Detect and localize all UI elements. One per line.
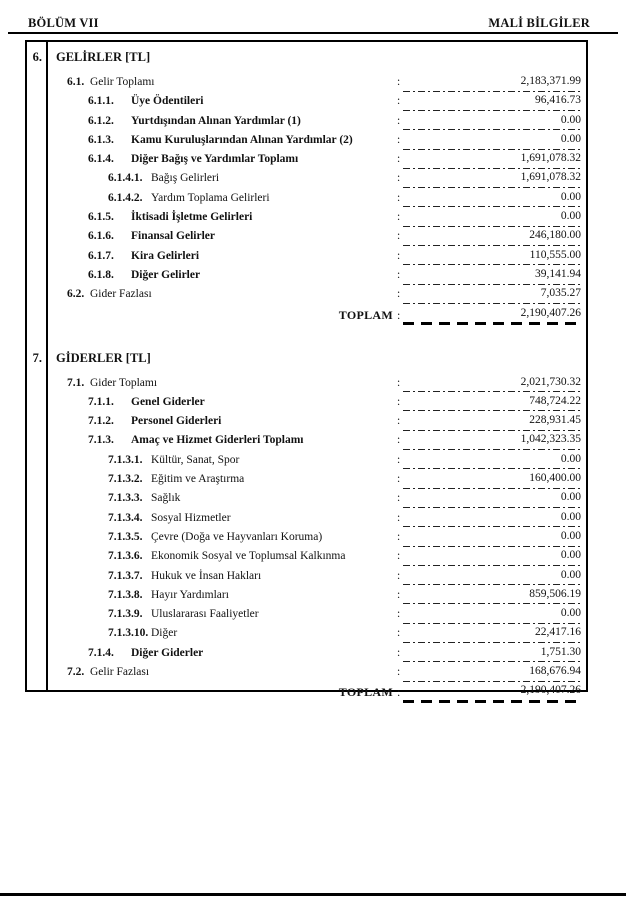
row-label: Genel Giderler <box>131 395 205 408</box>
row-label: Diğer <box>151 627 178 640</box>
row-value: 0.00 <box>403 191 581 208</box>
row-colon: : <box>397 569 401 582</box>
row-label: Sağlık <box>151 492 181 505</box>
row-number: 7.1.3. <box>88 434 114 447</box>
row-number: 7.1.3.8. <box>108 588 143 601</box>
header-rule <box>8 32 618 34</box>
table-row <box>27 664 586 683</box>
table-row <box>27 587 586 606</box>
row-colon: : <box>397 268 401 281</box>
row-colon: : <box>397 530 401 543</box>
row-value: 2,183,371.99 <box>403 75 581 92</box>
table-row <box>27 375 586 394</box>
row-label: Üye Ödentileri <box>131 95 204 108</box>
row-colon: : <box>397 666 401 679</box>
table-row <box>27 209 586 228</box>
row-label: Kültür, Sanat, Spor <box>151 453 240 466</box>
row-value: 0.00 <box>403 511 581 528</box>
row-number: 7.1.3.9. <box>108 608 143 621</box>
row-number: 7.1.3.10. <box>108 627 149 640</box>
table-row <box>27 568 586 587</box>
row-colon: : <box>397 588 401 601</box>
row-label: Kamu Kuruluşlarından Alınan Yardımlar (2) <box>131 133 353 146</box>
row-colon: : <box>397 395 401 408</box>
row-value: 110,555.00 <box>403 249 581 266</box>
row-colon: : <box>397 646 401 659</box>
table-row <box>27 394 586 413</box>
page-header-left: BÖLÜM VII <box>28 16 99 30</box>
total-row <box>27 306 586 328</box>
total-row <box>27 683 586 705</box>
row-value: 859,506.19 <box>403 588 581 605</box>
row-number: 6.1.4. <box>88 153 114 166</box>
row-number: 7.1.3.1. <box>108 453 143 466</box>
row-colon: : <box>397 153 401 166</box>
section-number: 7. <box>32 350 42 365</box>
row-colon: : <box>397 288 401 301</box>
row-value: 748,724.22 <box>403 395 581 412</box>
section-title: GİDERLER [TL] <box>56 350 151 365</box>
row-colon: : <box>397 114 401 127</box>
row-label: İktisadi İşletme Gelirleri <box>131 211 253 224</box>
row-value: 160,400.00 <box>403 472 581 489</box>
row-value: 0.00 <box>403 491 581 508</box>
row-number: 6.1.1. <box>88 95 114 108</box>
row-number: 6.1. <box>67 76 85 88</box>
table-row <box>27 510 586 529</box>
row-value: 7,035.27 <box>403 287 581 304</box>
table-row <box>27 267 586 286</box>
row-number: 7.1.3.6. <box>108 550 143 563</box>
sections-container <box>27 48 586 705</box>
table-row <box>27 490 586 509</box>
table-row <box>27 452 586 471</box>
row-value: 0.00 <box>403 210 581 227</box>
total-value: 2,190,407.26 <box>403 307 581 326</box>
table-row <box>27 74 586 93</box>
table-row <box>27 132 586 151</box>
row-colon: : <box>397 249 401 262</box>
table-row <box>27 529 586 548</box>
table-row <box>27 413 586 432</box>
row-value: 0.00 <box>403 607 581 624</box>
row-value: 39,141.94 <box>403 268 581 285</box>
table-row <box>27 606 586 625</box>
row-number: 7.1.3.5. <box>108 530 143 543</box>
row-label: Gider Fazlası <box>90 288 152 301</box>
row-colon: : <box>397 211 401 224</box>
row-label: Çevre (Doğa ve Hayvanları Koruma) <box>151 530 323 543</box>
row-colon: : <box>397 95 401 108</box>
row-value: 1,691,078.32 <box>403 171 581 188</box>
row-label: Uluslararası Faaliyetler <box>151 608 259 621</box>
row-number: 7.1.3.7. <box>108 569 143 582</box>
row-colon: : <box>397 608 401 621</box>
row-colon: : <box>397 511 401 524</box>
row-colon: : <box>397 550 401 563</box>
row-colon: : <box>397 230 401 243</box>
section-header <box>27 349 586 371</box>
page-bottom-rule <box>0 893 626 896</box>
row-value: 96,416.73 <box>403 94 581 111</box>
row-number: 7.1.3.3. <box>108 492 143 505</box>
row-label: Amaç ve Hizmet Giderleri Toplamı <box>131 434 304 447</box>
section-rows <box>27 375 586 706</box>
row-value: 228,931.45 <box>403 414 581 431</box>
page-header-right: MALİ BİLGİLER <box>488 16 590 30</box>
table-row <box>27 432 586 451</box>
row-label: Diğer Gelirler <box>131 268 201 281</box>
row-value: 22,417.16 <box>403 626 581 643</box>
row-number: 7.1.4. <box>88 646 114 659</box>
row-number: 7.1.3.2. <box>108 473 143 486</box>
row-value: 0.00 <box>403 114 581 131</box>
row-colon: : <box>397 453 401 466</box>
table-row <box>27 228 586 247</box>
table-row <box>27 170 586 189</box>
row-number: 6.1.3. <box>88 133 114 146</box>
row-colon: : <box>397 627 401 640</box>
row-number: 7.1. <box>67 376 85 389</box>
row-colon: : <box>397 415 401 428</box>
row-label: Hayır Yardımları <box>151 588 229 601</box>
row-number: 6.1.2. <box>88 114 114 127</box>
row-number: 7.1.2. <box>88 415 114 428</box>
row-colon: : <box>397 76 401 88</box>
row-number: 7.1.3.4. <box>108 511 143 524</box>
total-label: TOPLAM <box>338 307 393 322</box>
row-label: Gider Toplamı <box>90 376 158 389</box>
row-value: 168,676.94 <box>403 665 581 682</box>
table-row <box>27 151 586 170</box>
section-title: GELİRLER [TL] <box>56 50 151 64</box>
total-label: TOPLAM <box>338 685 393 700</box>
total-value: 2,190,407.26 <box>403 684 581 703</box>
row-label: Gelir Toplamı <box>90 76 155 88</box>
table-row <box>27 113 586 132</box>
row-label: Finansal Gelirler <box>131 230 216 243</box>
row-number: 6.1.8. <box>88 268 114 281</box>
table-row <box>27 93 586 112</box>
row-value: 0.00 <box>403 530 581 547</box>
row-value: 246,180.00 <box>403 229 581 246</box>
section-rows <box>27 74 586 328</box>
row-colon: : <box>397 376 401 389</box>
row-label: Yardım Toplama Gelirleri <box>151 191 270 204</box>
row-label: Yurtdışından Alınan Yardımlar (1) <box>131 114 301 127</box>
row-value: 1,042,323.35 <box>403 433 581 450</box>
row-label: Kira Gelirleri <box>131 249 200 262</box>
section-6 <box>27 48 586 328</box>
row-label: Sosyal Hizmetler <box>151 511 231 524</box>
row-number: 7.2. <box>67 666 85 679</box>
section-header <box>27 48 586 70</box>
row-number: 6.1.7. <box>88 249 114 262</box>
row-colon: : <box>397 133 401 146</box>
row-value: 2,021,730.32 <box>403 376 581 393</box>
table-row <box>27 625 586 644</box>
section-number: 6. <box>32 50 42 64</box>
row-colon: : <box>397 492 401 505</box>
row-value: 0.00 <box>403 549 581 566</box>
table-row <box>27 645 586 664</box>
row-colon: : <box>397 434 401 447</box>
row-label: Bağış Gelirleri <box>151 172 220 185</box>
row-value: 0.00 <box>403 569 581 586</box>
row-colon: : <box>397 191 401 204</box>
row-colon: : <box>397 172 401 185</box>
row-colon: : <box>397 473 401 486</box>
financial-table-box <box>25 40 588 700</box>
row-label: Personel Giderleri <box>131 415 222 428</box>
row-number: 6.1.4.1. <box>108 172 143 185</box>
row-label: Eğitim ve Araştırma <box>151 473 245 486</box>
row-number: 6.1.6. <box>88 230 114 243</box>
row-label: Diğer Giderler <box>131 646 204 659</box>
table-row <box>27 471 586 490</box>
section-7 <box>27 349 586 706</box>
row-label: Diğer Bağış ve Yardımlar Toplamı <box>131 153 299 166</box>
row-value: 0.00 <box>403 133 581 150</box>
row-number: 6.2. <box>67 288 85 301</box>
row-label: Hukuk ve İnsan Hakları <box>151 569 262 582</box>
table-row <box>27 190 586 209</box>
row-number: 6.1.5. <box>88 211 114 224</box>
table-row <box>27 548 586 567</box>
table-row <box>27 286 586 305</box>
row-value: 1,691,078.32 <box>403 152 581 169</box>
row-number: 7.1.1. <box>88 395 114 408</box>
row-value: 0.00 <box>403 453 581 470</box>
row-label: Ekonomik Sosyal ve Toplumsal Kalkınma <box>151 550 346 563</box>
table-row <box>27 248 586 267</box>
row-number: 6.1.4.2. <box>108 191 143 204</box>
row-value: 1,751.30 <box>403 646 581 663</box>
row-colon: : <box>397 685 401 700</box>
row-colon: : <box>397 307 401 322</box>
row-label: Gelir Fazlası <box>90 666 150 679</box>
